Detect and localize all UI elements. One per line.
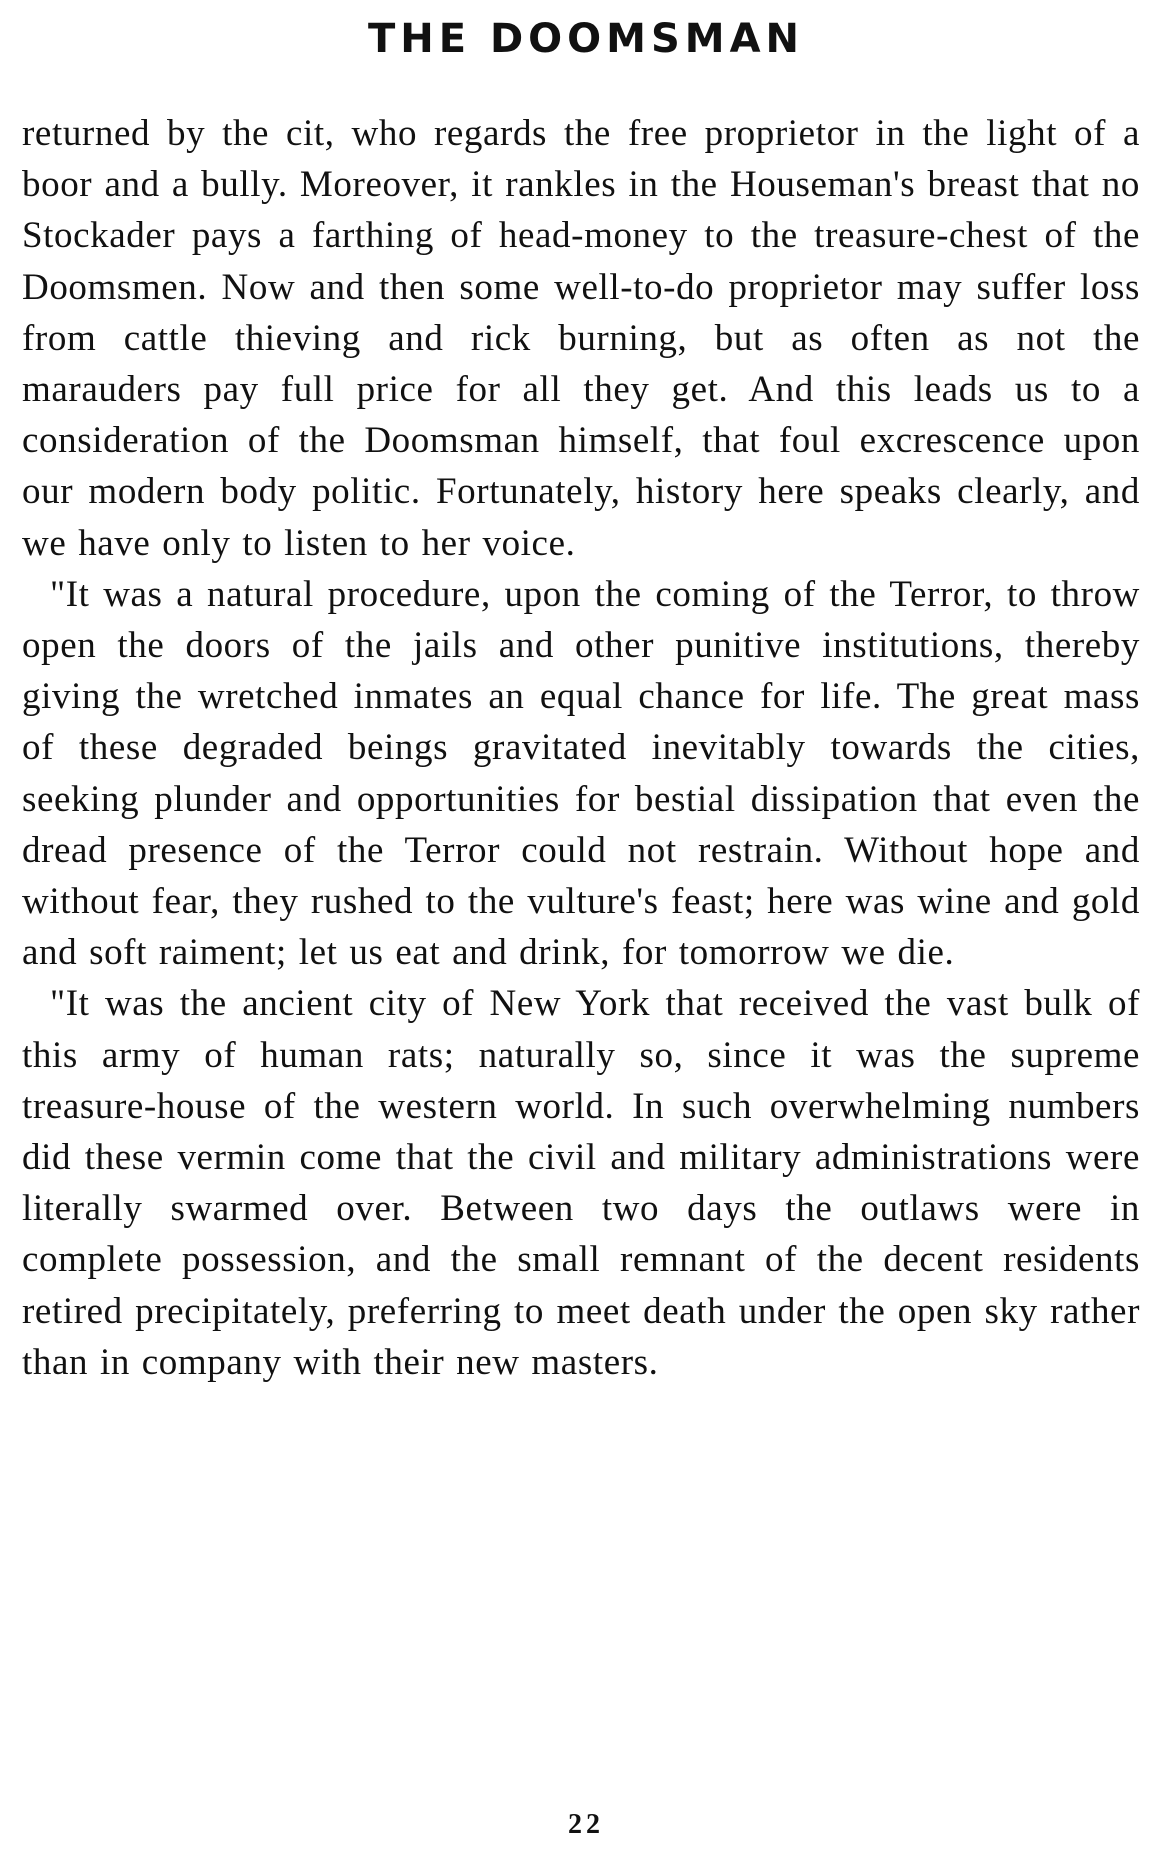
paragraph: returned by the cit, who regards the free proprietor in the light of a boor and a bully. Moreover, it rankles in the Houseman's breast that no Stockader pays a farthing of head-money to the treasure-chest of the Doomsmen. Now and then some well-to-do proprietor may suffer loss from cattle thieving and rick burning, but as often as not the marauders pay full price for all they get. And this leads us to a consideration of the Doomsman himself, that foul excrescence upon our modern body politic. Fortunately, history here speaks clearly, and we have only to listen to her voice. — [22, 113, 1140, 564]
paragraph: "It was the ancient city of New York that received the vast bulk of this army of human rats; naturally so, since it was the supreme treasure-house of the western world. In such overwhelming numbers did these vermin come that the civil and military administrations were literally swarmed over. Between two days the outlaws were in complete possession, and the small remnant of the decent residents retired precipitately, preferring to meet death under the open sky rather than in company with their new masters. — [22, 983, 1140, 1383]
page-number: 22 — [568, 1809, 604, 1840]
body-text — [22, 108, 1140, 1388]
paragraph: "It was a natural procedure, upon the coming of the Terror, to throw open the doors of the jails and other punitive institutions, thereby giving the wretched inmates an equal chance for life. The great mass of these degraded beings gravitated inevitably towards the cities, seeking plunder and opportunities for bestial dissipation that even the dread presence of the Terror could not restrain. Without hope and without fear, they rushed to the vulture's feast; here was wine and gold and soft raiment; let us eat and drink, for tomorrow we die. — [22, 573, 1140, 974]
running-head: THE DOOMSMAN — [367, 16, 805, 62]
